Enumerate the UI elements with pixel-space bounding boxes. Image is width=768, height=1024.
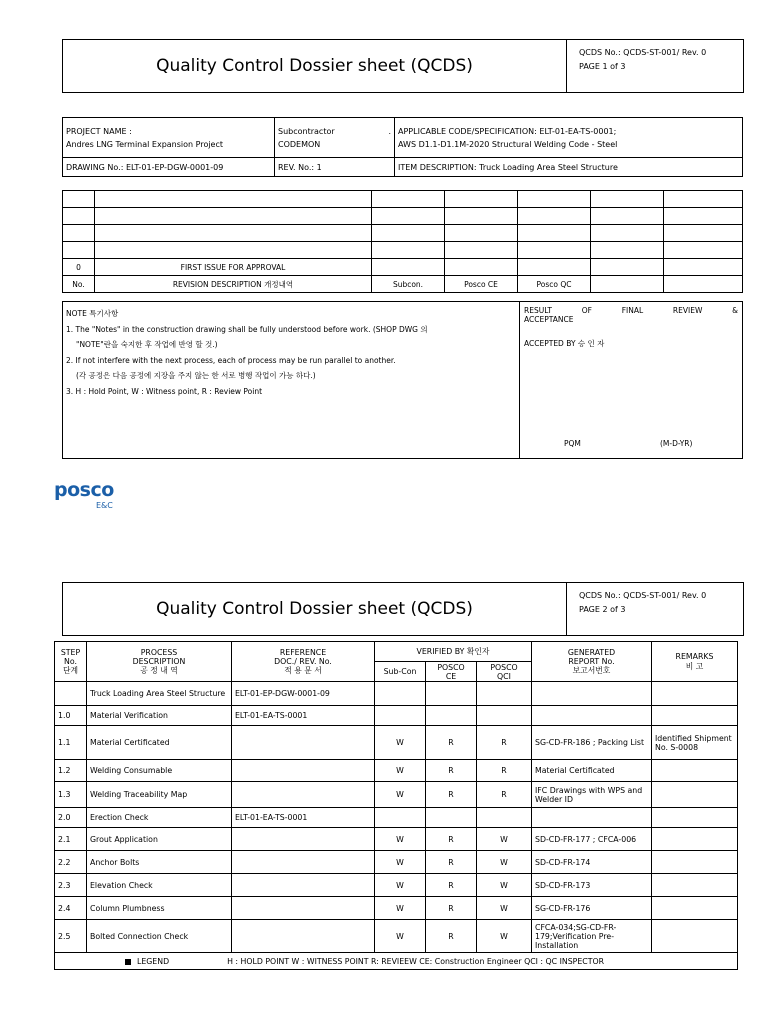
result-cell [520,302,743,459]
header-remarks-l1: REMARKS [675,651,714,661]
reference-doc: ELT-01-EA-TS-0001 [232,706,375,726]
revision-first-no: 0 [63,259,95,276]
header-reference-l2: DOC./ REV. No. [274,657,332,666]
page1-page-number: PAGE 1 of 3 [579,62,626,71]
verified-subcon [375,808,426,828]
verified-ce: R [426,726,477,760]
accepted-by: ACCEPTED BY 승 인 자 [524,339,605,348]
verified-ce [426,682,477,706]
step-no: 1.2 [55,760,87,782]
verified-ce: R [426,851,477,874]
code-cell [395,118,743,158]
process-description: Grout Application [87,828,232,851]
remarks [652,760,738,782]
table-row [55,851,738,874]
header-remarks-l2: 비 고 [685,661,704,671]
verified-qci: R [477,782,532,808]
date-label: (M-D-YR) [660,439,693,448]
remarks [652,874,738,897]
page1-title-meta [567,40,743,92]
legend-row [55,953,738,970]
subcontractor-dot: . [388,126,391,136]
step-no: 1.1 [55,726,87,760]
verified-subcon [375,706,426,726]
verified-subcon: W [375,760,426,782]
reference-doc [232,851,375,874]
process-steps-table [54,641,738,970]
result-line1 [524,306,738,315]
table-row [55,760,738,782]
project-value: Andres LNG Terminal Expansion Project [66,139,224,149]
report-no [532,682,652,706]
table-row [55,808,738,828]
report-no: SD-CD-FR-177 ; CFCA-006 [532,828,652,851]
step-no: 2.2 [55,851,87,874]
page2-title-box [62,582,744,636]
reference-doc [232,874,375,897]
code-line1: APPLICABLE CODE/SPECIFICATION: ELT-01-EA-TS-0001; [398,126,617,136]
reference-doc [232,782,375,808]
verified-subcon: W [375,782,426,808]
process-description: Truck Loading Area Steel Structure [87,682,232,706]
verified-qci: W [477,828,532,851]
step-no: 2.1 [55,828,87,851]
table-row [55,726,738,760]
page2-qcds-no: QCDS No.: QCDS-ST-001/ Rev. 0 [579,591,707,600]
step-no: 1.0 [55,706,87,726]
process-description: Welding Consumable [87,760,232,782]
project-info-table [62,117,743,177]
step-no: 2.4 [55,897,87,920]
subcontractor-label: Subcontractor [278,126,335,136]
verified-ce: R [426,897,477,920]
header-reference-l3: 적 용 문 서 [284,666,322,675]
legend-label: LEGEND [137,956,170,966]
note-3: 3. H : Hold Point, W : Witness point, R : Review Point [66,386,263,396]
step-no: 2.3 [55,874,87,897]
result-word-3: FINAL [621,306,644,315]
verified-ce [426,706,477,726]
verified-ce: R [426,828,477,851]
reference-doc [232,760,375,782]
verified-qci [477,808,532,828]
header-step-l1: STEP [60,648,81,657]
verified-qci: W [477,897,532,920]
header-ce-l1: POSCO [437,662,465,672]
remarks [652,682,738,706]
verified-qci: W [477,851,532,874]
pqm-label: PQM [564,439,581,448]
drawing-no: DRAWING No.: ELT-01-EP-DGW-0001-09 [63,158,275,177]
subcontractor-cell [275,118,395,158]
reference-doc: ELT-01-EP-DGW-0001-09 [232,682,375,706]
reference-doc [232,897,375,920]
note-2a: 2. If not interfere with the next process, each of process may be run parallel to another. [66,355,396,365]
posco-logo [54,479,114,510]
legend-text: H : HOLD POINT W : WITNESS POINT R: REVIEEW CE: Construction Engineer QCI : QC INSPECTOR [227,956,605,966]
process-description: Welding Traceability Map [87,782,232,808]
header-report-l3: 보고서번호 [572,666,611,675]
process-description: Column Plumbness [87,897,232,920]
verified-subcon: W [375,897,426,920]
report-no: SG-CD-FR-186 ; Packing List [532,726,652,760]
verified-ce: R [426,874,477,897]
result-word-5: & [732,306,738,315]
table-row [55,920,738,953]
process-description: Elevation Check [87,874,232,897]
header-process [87,642,232,682]
reference-doc: ELT-01-EA-TS-0001 [232,808,375,828]
step-no: 2.0 [55,808,87,828]
verified-ce: R [426,920,477,953]
remarks [652,920,738,953]
notes-title: NOTE 특기사항 [66,309,119,318]
revision-first-desc: FIRST ISSUE FOR APPROVAL [95,259,372,276]
item-description: ITEM DESCRIPTION: Truck Loading Area Steel Structure [395,158,743,177]
verified-ce [426,808,477,828]
project-cell [63,118,275,158]
table-row [55,897,738,920]
header-process-l1: PROCESS [140,648,178,657]
note-2b: (각 공정은 다음 공정에 지장을 주지 않는 한 서로 병행 작업이 가능 하다.) [76,371,316,380]
page1-qcds-no: QCDS No.: QCDS-ST-001/ Rev. 0 [579,48,707,57]
header-reference [232,642,375,682]
verified-ce: R [426,782,477,808]
header-step-l3: 단계 [62,666,79,675]
verified-subcon [375,682,426,706]
note-1a: 1. The "Notes" in the construction drawing shall be fully understood before work. (SHOP DWG 의 [66,324,428,334]
verified-subcon: W [375,828,426,851]
notes-table [62,301,743,459]
header-remarks [652,642,738,682]
verified-qci: R [477,760,532,782]
header-verified-by: VERIFIED BY 확인자 [375,642,532,662]
revision-header-desc: REVISION DESCRIPTION 개정내역 [95,276,372,293]
revision-header-qc: Posco QC [518,276,591,293]
report-no: Material Certificated [532,760,652,782]
verified-subcon: W [375,920,426,953]
code-line2: AWS D1.1-D1.1M-2020 Structural Welding Code - Steel [398,139,618,149]
header-process-l2: DESCRIPTION [132,657,186,666]
result-word-2: OF [581,306,592,315]
remarks: Identified Shipment No. S-0008 [652,726,738,760]
header-ce-l2: CE [445,671,457,681]
result-word-1: RESULT [524,306,552,315]
header-qci-l2: QCI [497,671,511,681]
step-no [55,682,87,706]
table-row [55,682,738,706]
verified-qci [477,682,532,706]
header-report-l1: GENERATED [567,648,616,657]
square-bullet-icon [125,959,131,965]
table-row [55,828,738,851]
page2-title-meta [567,583,743,635]
verified-subcon: W [375,874,426,897]
revision-header-no: No. [63,276,95,293]
header-process-l3: 공 정 내 역 [140,666,178,675]
table-row [55,782,738,808]
header-qci [477,662,532,682]
header-step [55,642,87,682]
report-no: SG-CD-FR-176 [532,897,652,920]
header-step-l2: No. [64,657,77,666]
report-no [532,706,652,726]
rev-no: REV. No.: 1 [275,158,395,177]
remarks [652,851,738,874]
revision-header-subcon: Subcon. [372,276,445,293]
header-reference-l1: REFERENCE [279,648,327,657]
revision-header-ce: Posco CE [445,276,518,293]
process-description: Anchor Bolts [87,851,232,874]
verified-ce: R [426,760,477,782]
step-no: 2.5 [55,920,87,953]
table-row [55,874,738,897]
report-no: SD-CD-FR-174 [532,851,652,874]
process-description: Material Verification [87,706,232,726]
process-description: Material Certificated [87,726,232,760]
header-ce [426,662,477,682]
reference-doc [232,920,375,953]
verified-subcon: W [375,726,426,760]
header-report-l2: REPORT No. [568,657,615,666]
remarks [652,897,738,920]
process-description: Erection Check [87,808,232,828]
process-steps-body [55,682,738,953]
table-row [55,706,738,726]
header-report [532,642,652,682]
notes-cell [63,302,520,459]
remarks [652,782,738,808]
page2-title: Quality Control Dossier sheet (QCDS) [63,583,567,635]
report-no: SD-CD-FR-173 [532,874,652,897]
note-1b: "NOTE"란을 숙지한 후 작업에 반영 할 것.) [76,340,218,349]
remarks [652,706,738,726]
report-no: CFCA-034;SG-CD-FR-179;Verification Pre-Installation [532,920,652,953]
logo-sub: E&C [96,501,113,510]
subcontractor-value: CODEMON [278,139,321,149]
revision-table [62,190,743,293]
logo-main: posco [54,479,114,501]
reference-doc [232,828,375,851]
result-line2: ACCEPTANCE [524,315,574,324]
remarks [652,808,738,828]
result-word-4: REVIEW [672,306,703,315]
verified-qci: R [477,726,532,760]
header-qci-l1: POSCO [490,662,518,672]
verified-subcon: W [375,851,426,874]
verified-qci: W [477,920,532,953]
page1-title-box [62,39,744,93]
report-no: IFC Drawings with WPS and Welder ID [532,782,652,808]
report-no [532,808,652,828]
process-description: Bolted Connection Check [87,920,232,953]
verified-qci: W [477,874,532,897]
header-subcon: Sub-Con [375,662,426,682]
step-no: 1.3 [55,782,87,808]
project-label: PROJECT NAME : [66,126,132,136]
remarks [652,828,738,851]
verified-qci [477,706,532,726]
page1-title: Quality Control Dossier sheet (QCDS) [63,40,567,92]
reference-doc [232,726,375,760]
page2-page-number: PAGE 2 of 3 [579,605,626,614]
